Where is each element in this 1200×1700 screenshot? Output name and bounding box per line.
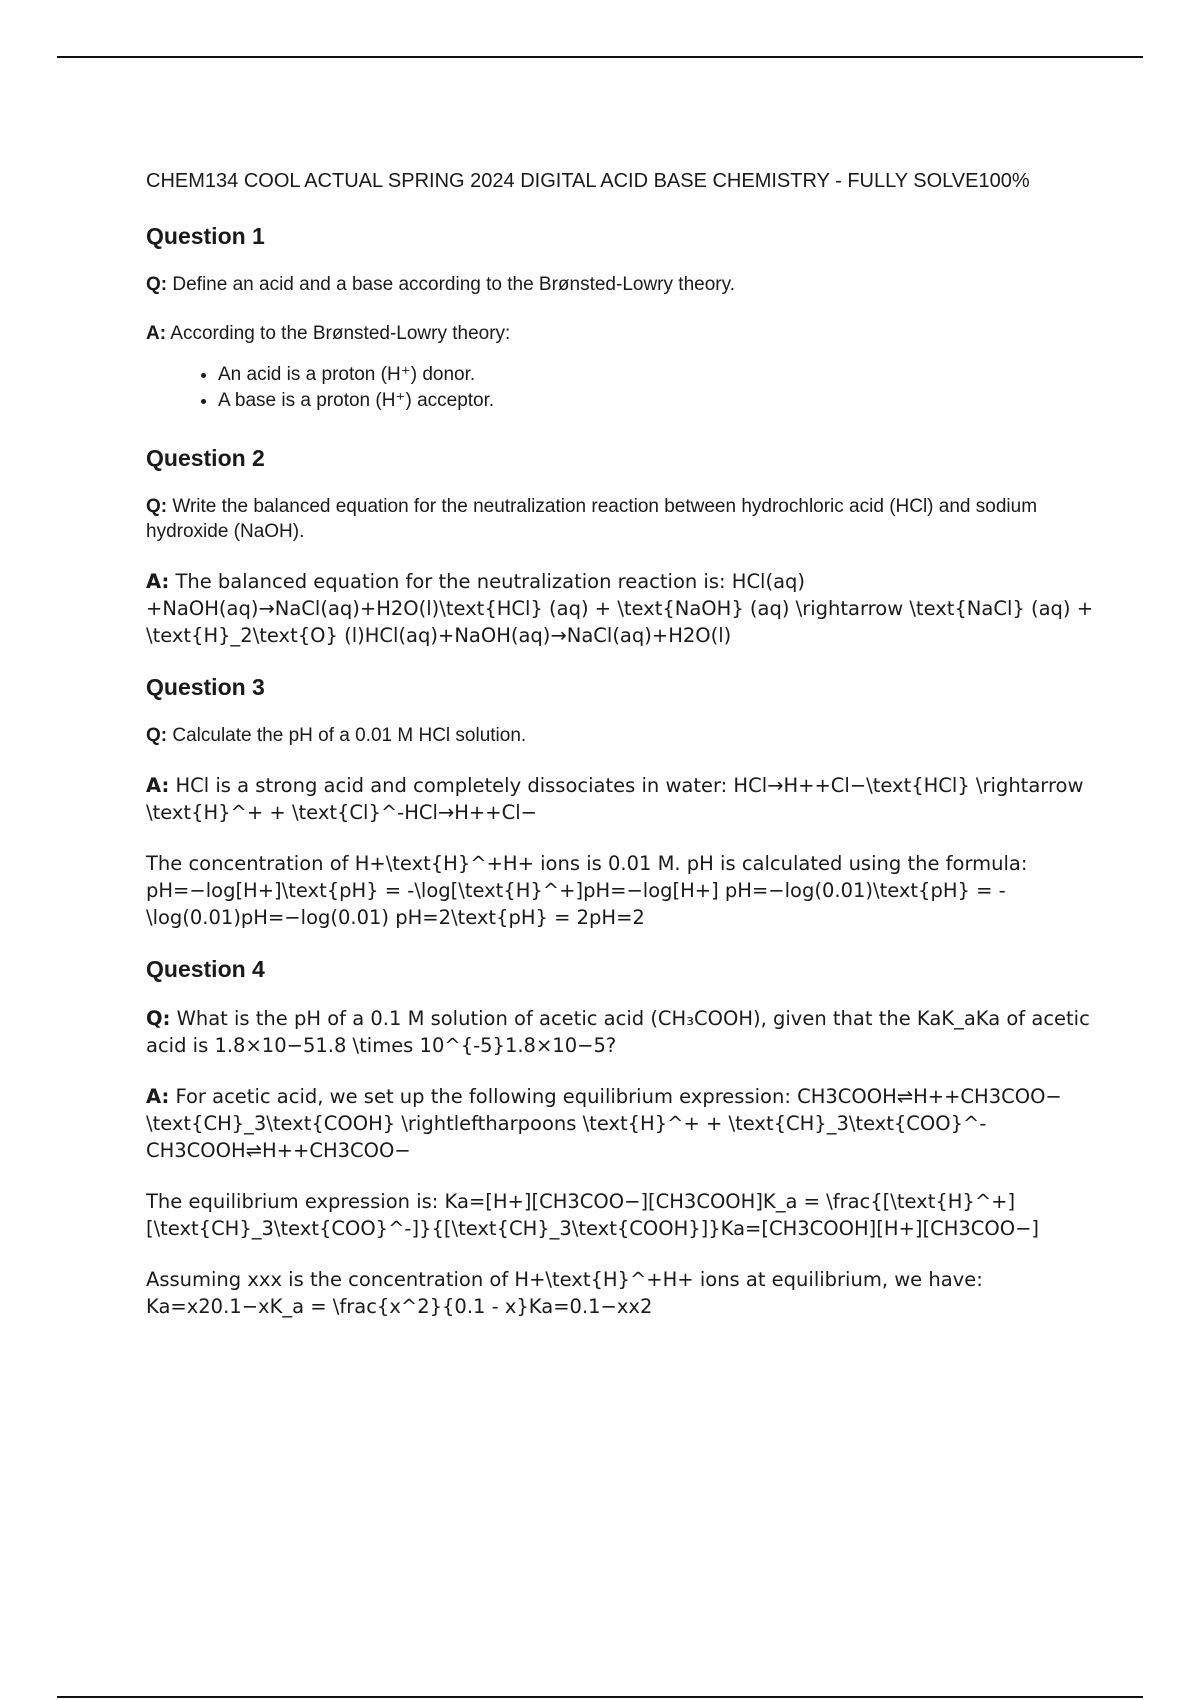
question-heading: Question 3	[146, 674, 265, 700]
answer-text	[146, 568, 1106, 649]
question-heading: Question 2	[146, 445, 265, 471]
q-label: Q:	[146, 1007, 171, 1030]
a-label: A:	[146, 323, 167, 344]
answer-bullet-list	[146, 362, 1106, 414]
question-2-section	[146, 444, 1106, 649]
question-3-section	[146, 673, 1106, 931]
question-1-section	[146, 222, 1106, 414]
q-label: Q:	[146, 496, 168, 517]
question-body: Define an acid and a base according to the Brønsted-Lowry theory.	[167, 274, 735, 295]
question-body: Calculate the pH of a 0.01 M HCl solution.	[167, 725, 527, 746]
answer-body: HCl is a strong acid and completely dissociates in water: HCl→H++Cl−\text{HCl} \rightarrow \text{H}^+ + \text{Cl}^-HCl→H++Cl−	[146, 774, 1084, 824]
question-heading: Question 4	[146, 956, 265, 982]
footer-rule	[57, 1696, 1143, 1698]
question-4-section	[146, 955, 1106, 1320]
answer-text	[146, 772, 1106, 826]
list-item: • An acid is a proton (H⁺) donor.	[218, 362, 1106, 388]
document-title: CHEM134 COOL ACTUAL SPRING 2024 DIGITAL ACID BASE CHEMISTRY - FULLY SOLVE100%	[146, 170, 1030, 192]
answer-text	[146, 321, 1106, 346]
question-text	[146, 1005, 1106, 1059]
answer-continuation: The equilibrium expression is: Ka=[H+][CH3COO−][CH3COOH]K_a = \frac{[\text{H}^+][\text{CH}_3\text{COO}^-]}{[\text{CH}_3\text{COOH}]}Ka=[CH3COOH][H+][CH3COO−]	[146, 1190, 1040, 1240]
question-text	[146, 272, 1106, 297]
question-text	[146, 494, 1106, 544]
a-label: A:	[146, 1085, 170, 1108]
question-text	[146, 723, 1106, 748]
answer-continuation: The concentration of H+\text{H}^+H+ ions is 0.01 M. pH is calculated using the formula: pH=−log[H+]\text{pH} = -\log[\text{H}^+]pH=−log[H+] pH=−log(0.01)\text{pH} = -\log(0.01)pH=−log(0.01) pH=2\text{pH} = 2pH=2	[146, 852, 1028, 929]
q-label: Q:	[146, 274, 168, 295]
q-label: Q:	[146, 725, 168, 746]
answer-body: The balanced equation for the neutralization reaction is: HCl(aq) +NaOH(aq)→NaCl(aq)+H2O(l)\text{HCl} (aq) + \text{NaOH} (aq) \rightarrow \text{NaCl} (aq) + \text{H}_2\text{O} (l)HCl(aq)+NaOH(aq)→NaCl(aq)+H2O(l)	[146, 570, 1094, 647]
question-heading: Question 1	[146, 223, 265, 249]
answer-continuation: Assuming xxx is the concentration of H+\text{H}^+H+ ions at equilibrium, we have: Ka=x20.1−xK_a = \frac{x^2}{0.1 - x}Ka=0.1−xx2	[146, 1268, 983, 1318]
a-label: A:	[146, 570, 170, 593]
document-body	[146, 168, 1106, 1344]
a-label: A:	[146, 774, 170, 797]
answer-body: According to the Brønsted-Lowry theory:	[166, 323, 511, 344]
answer-body: For acetic acid, we set up the following equilibrium expression: CH3COOH⇌H++CH3COO−\text{CH}_3\text{COOH} \rightleftharpoons \text{H}^+ + \text{CH}_3\text{COO}^-CH3COOH⇌H++CH3COO−	[146, 1085, 1062, 1162]
header-rule	[57, 56, 1143, 58]
question-body: Write the balanced equation for the neutralization reaction between hydrochloric acid (HCl) and sodium hydroxide (NaOH).	[146, 496, 1038, 542]
answer-text	[146, 1083, 1106, 1164]
list-item: • A base is a proton (H⁺) acceptor.	[218, 388, 1106, 414]
question-body: What is the pH of a 0.1 M solution of acetic acid (CH₃COOH), given that the KaK_aKa of acetic acid is 1.8×10−51.8 \times 10^{-5}1.8×10−5?	[146, 1007, 1090, 1057]
